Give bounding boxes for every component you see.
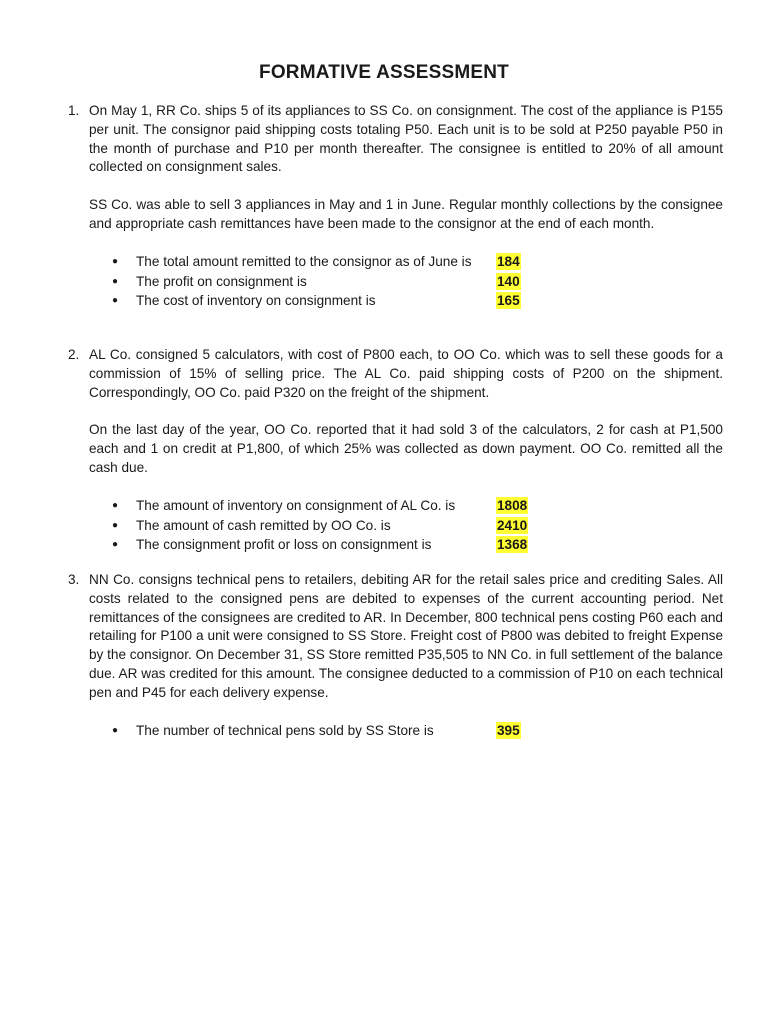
bullet-icon: ●	[112, 725, 119, 737]
bullet-icon: ●	[112, 275, 119, 287]
answer-value: 1368	[497, 537, 528, 553]
answer-item	[68, 291, 723, 311]
answer-prompt: The consignment profit or loss on consignment is	[136, 537, 432, 553]
answer-prompt: The total amount remitted to the consignor as of June is	[136, 254, 472, 270]
answer-value: 1808	[497, 498, 528, 514]
answer-value: 140	[497, 273, 520, 289]
answer-list	[68, 496, 723, 555]
answer-list	[68, 252, 723, 311]
question-number: 2.	[68, 347, 80, 362]
bullet-icon: ●	[112, 519, 119, 531]
question-paragraph: NN Co. consigns technical pens to retailers, debiting AR for the retail sales price and crediting Sales. All costs related to the consigned pens are debited to expenses of the current accounting period. Net remittances of the consignees are credited to AR. In December, 800 technical pens costing P60 each and retailing for P100 a unit were consigned to SS Store. Freight cost of P800 was debited to freight Expense by the consignor. On December 31, SS Store remitted P35,505 to NN Co. in full settlement of the balance due. AR was credited for this amount. The consignee deducted to a commission of P10 on each technical pen and P45 for each delivery expense.	[89, 572, 723, 700]
answer-list	[68, 721, 723, 741]
answer-item	[68, 516, 723, 536]
answer-item	[68, 535, 723, 555]
answer-value: 165	[497, 293, 520, 309]
bullet-icon: ●	[112, 256, 119, 268]
answer-item	[68, 272, 723, 292]
answer-prompt: The profit on consignment is	[136, 273, 307, 289]
question-paragraph: On May 1, RR Co. ships 5 of its appliances to SS Co. on consignment. The cost of the appliance is P155 per unit. The consignor paid shipping costs totaling P50. Each unit is to be sold at P250 payable P50 in the month of purchase and P10 per month thereafter. The consignee is entitled to 20% of all amount collected on consignment sales.	[89, 103, 723, 175]
question-paragraph: AL Co. consigned 5 calculators, with cost of P800 each, to OO Co. which was to sell these goods for a commission of 15% of selling price. The AL Co. paid shipping costs of P200 on the shipment. Correspondingly, OO Co. paid P320 on the freight of the shipment.	[89, 347, 723, 400]
question-paragraph: SS Co. was able to sell 3 appliances in May and 1 in June. Regular monthly collections by the consignee and appropriate cash remittances have been made to the consignor at the end of each month.	[89, 196, 723, 231]
answer-prompt: The amount of inventory on consignment of AL Co. is	[136, 498, 456, 514]
bullet-icon: ●	[112, 500, 119, 512]
answer-value: 2410	[497, 517, 528, 533]
answer-item	[68, 252, 723, 272]
question-number: 3.	[68, 572, 80, 587]
question-2	[68, 346, 723, 555]
question-3	[68, 571, 723, 741]
page-title: FORMATIVE ASSESSMENT	[259, 62, 509, 83]
question-number: 1.	[68, 103, 80, 118]
question-1	[68, 102, 723, 311]
bullet-icon: ●	[112, 539, 119, 551]
answer-value: 184	[497, 254, 520, 270]
answer-prompt: The cost of inventory on consignment is	[136, 293, 376, 309]
bullet-icon: ●	[112, 295, 119, 307]
answer-prompt: The amount of cash remitted by OO Co. is	[136, 517, 391, 533]
answer-item	[68, 496, 723, 516]
answer-value: 395	[497, 723, 520, 739]
answer-prompt: The number of technical pens sold by SS Store is	[136, 723, 434, 739]
question-paragraph: On the last day of the year, OO Co. reported that it had sold 3 of the calculators, 2 for cash at P1,500 each and 1 on credit at P1,800, of which 25% was collected as down payment. OO Co. remitted all the cash due.	[89, 422, 723, 475]
answer-item	[68, 721, 723, 741]
